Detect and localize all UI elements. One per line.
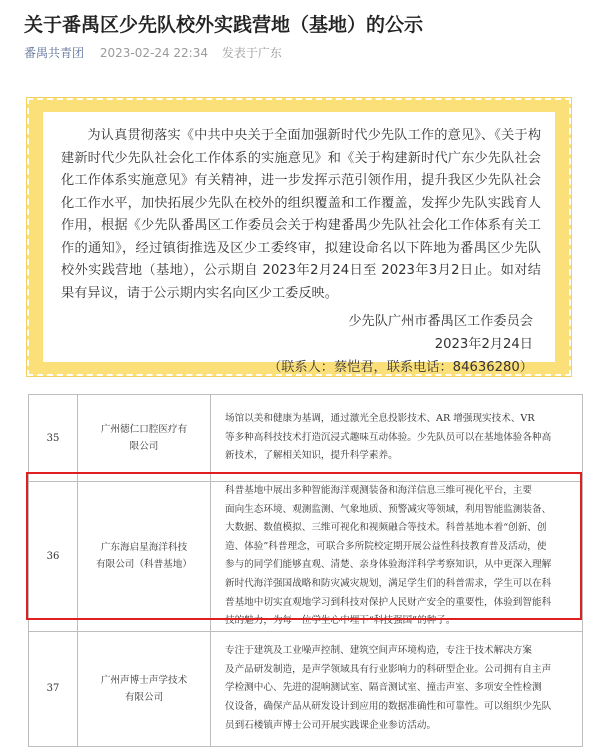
org-name-line: 广州声博士声学技术 <box>100 674 188 686</box>
table-row <box>29 631 583 746</box>
org-name <box>78 395 211 482</box>
org-name-line: 广州德仁口腔医疗有 <box>100 424 188 435</box>
org-name-line: 广东海启星海洋科技 <box>100 542 188 554</box>
org-description <box>211 631 583 746</box>
signature-date: 2023年2月24日 <box>434 337 533 352</box>
org-name-line: 有限公司（科普基地） <box>96 559 192 571</box>
table-row <box>29 482 583 632</box>
row-number: 36 <box>29 482 78 632</box>
desc-line: 员到石楼镇声博士公司开展实践课企业参访活动。 <box>225 719 437 731</box>
org-name <box>78 631 211 746</box>
desc-line: 大数据、数值模拟、三维可视化和视频融合等技术。科普基地本着“创新、创 <box>225 522 547 534</box>
camp-list-table <box>28 394 583 747</box>
desc-line: 学检测中心、先进的混响测试室、隔音测试室、撞击声室、多项安全性检测 <box>225 682 542 694</box>
notice-content <box>43 112 555 375</box>
article-meta <box>24 45 282 61</box>
signature-org: 少先队广州市番禺区工作委员会 <box>348 314 533 329</box>
desc-line: 造、体验”科普理念，可联合多所院校定期开展公益性科技教育普及活动，使 <box>225 540 547 552</box>
org-name <box>78 482 211 632</box>
desc-line: 等多种高科技技术打造沉浸式趣味互动体验。少先队员可以在基地体验各种高 <box>225 431 552 443</box>
row-number: 37 <box>29 631 78 746</box>
desc-line: 参与的同学们能够直观、清楚、亲身体验海洋科学考察知识，从中更深入理解 <box>225 559 552 571</box>
author-link[interactable]: 番禺共青团 <box>24 46 85 60</box>
publish-datetime: 2023-02-24 22:34 <box>99 46 208 60</box>
desc-line: 科普基地中展出多种智能海洋观测装备和海洋信息三维可视化平台，主要 <box>225 485 532 496</box>
desc-line: 仪设备，确保产品从研发设计到应用的数据准确性和可靠性。可以组织少先队 <box>225 701 552 713</box>
publish-location: 发表于广东 <box>221 46 282 60</box>
desc-line: 新技术，了解相关知识，提升科学素养。 <box>225 450 398 462</box>
org-description <box>211 395 583 482</box>
row-number: 35 <box>29 395 78 482</box>
org-name-line: 有限公司 <box>124 691 164 703</box>
article-title: 关于番禺区少先队校外实践营地（基地）的公示 <box>24 14 424 36</box>
desc-line: 专注于建筑及工业噪声控制、建筑空间声环境构造，专注于技术解决方案 <box>225 645 532 657</box>
org-name-line: 限公司 <box>129 441 159 452</box>
desc-line: 普基地中切实直观地学习到科技对保护人民财产安全的重要性，体验到智能科 <box>225 596 552 608</box>
desc-line: 及产品研发制造，是声学领域具有行业影响力的科研型企业。公司拥有自主声 <box>225 663 552 675</box>
notice-box <box>27 98 571 376</box>
table-row <box>29 395 583 482</box>
contact-info: （联系人：蔡恺君，联系电话：84636280） <box>268 360 533 375</box>
desc-line: 场馆以美和健康为基调，通过激光全息投影技术、AR 增强现实技术、VR <box>225 413 535 425</box>
desc-line: 新时代海洋强国战略和防灾减灾规划，满足学生们的科普需求，学生可以在科 <box>225 577 552 589</box>
desc-line: 面向生态环境、观测监测、气象地质、预警减灾等领域，利用智能监测装备、 <box>225 503 552 515</box>
org-description <box>211 482 583 632</box>
desc-line: 技的魅力，为每一位学生心中埋下“科技强国”的种子。 <box>225 615 456 627</box>
notice-body: 为认真贯彻落实《中共中央关于全面加强新时代少先队工作的意见》、《关于构建新时代少先队社会化工作体系的实施意见》和《关于构建新时代广东少先队社会化工作体系实施意见》有关精神，进一步发挥示范引领作用，提升我区少先队社会化工作水平，加快拓展少先队在校外的组织覆盖和工作覆盖，发挥少先队实践育人作用，根据《少先队番禺区工作委员会关于构建番禺少先队社会化工作体系有关工作的通知》，经过镇街推选及区少工委终审，拟建设命名以下阵地为番禺区少先队校外实践营地（基地），公示期自 2023年2月24日至 2023年3月2日止。如对结果有异议，请于公示期内实名向区少工委反映。 <box>61 128 541 301</box>
